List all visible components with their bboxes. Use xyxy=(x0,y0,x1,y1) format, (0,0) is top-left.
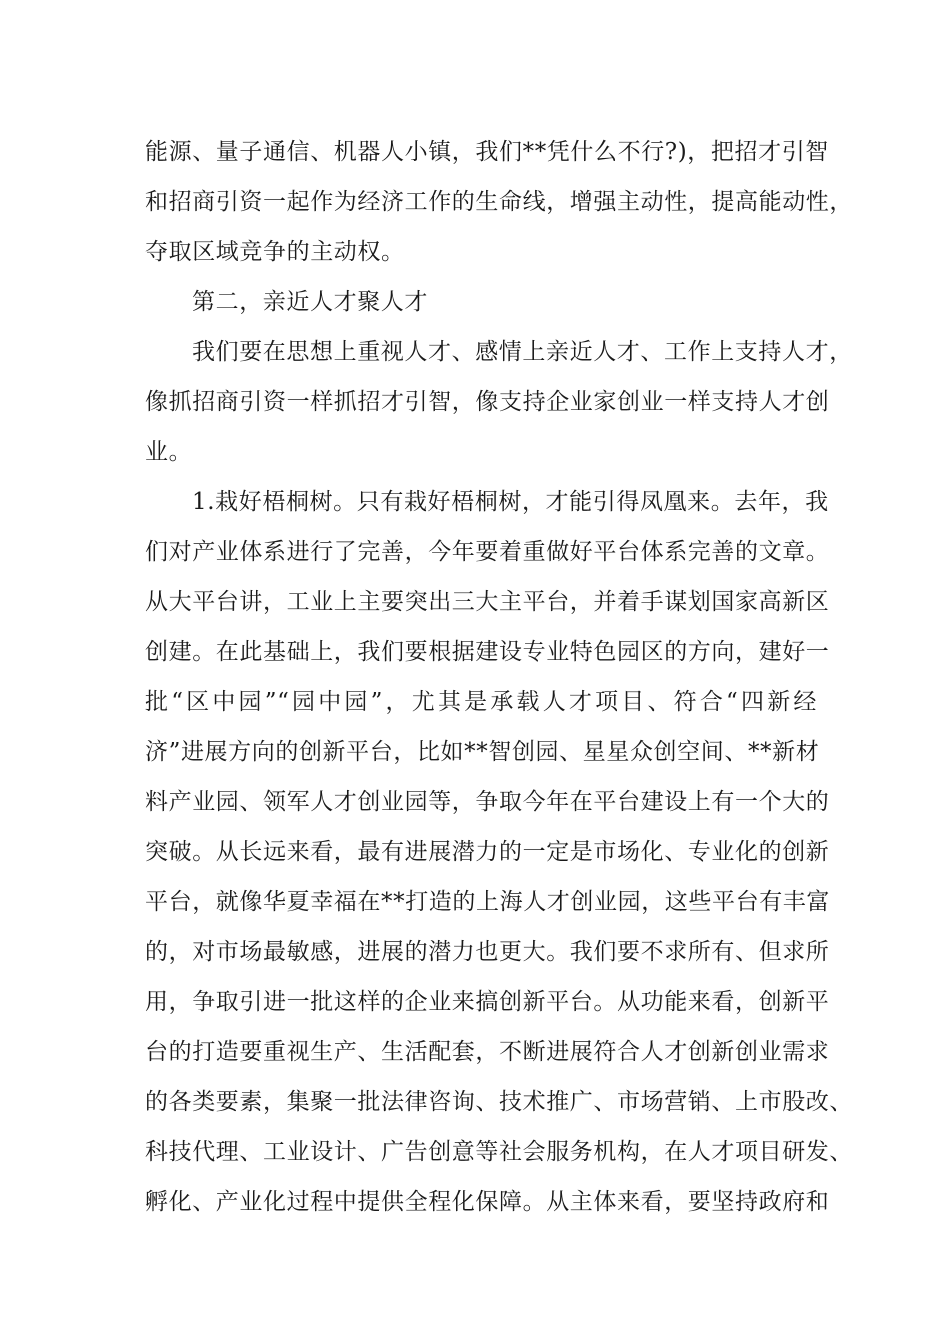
text-line: 和招商引资一起作为经济工作的生命线，增强主动性，提高能动性， xyxy=(145,189,853,215)
text-line: 像抓招商引资一样抓招才引智，像支持企业家创业一样支持人才创 xyxy=(145,389,830,415)
text-line: 的，对市场最敏感，进展的潜力也更大。我们要不求所有、但求所 xyxy=(145,939,830,965)
text-line: 平台，就像华夏幸福在**打造的上海人才创业园，这些平台有丰富 xyxy=(145,889,830,915)
text-line: 孵化、产业化过程中提供全程化保障。从主体来看，要坚持政府和 xyxy=(145,1189,830,1215)
section-heading: 第二，亲近人才聚人才 xyxy=(192,289,428,315)
text-line: 台的打造要重视生产、生活配套，不断进展符合人才创新创业需求 xyxy=(145,1039,830,1065)
text-line: 料产业园、领军人才创业园等，争取今年在平台建设上有一个大的 xyxy=(145,789,830,815)
text-line: 科技代理、工业设计、广告创意等社会服务机构，在人才项目研发、 xyxy=(145,1139,853,1165)
text-line: 创建。在此基础上，我们要根据建设专业特色园区的方向，建好一 xyxy=(145,639,830,665)
text-line: 从大平台讲，工业上主要突出三大主平台，并着手谋划国家高新区 xyxy=(145,589,830,615)
text-line: 批“区中园”“园中园”，尤其是承载人才项目、符合“四新经 xyxy=(145,689,817,715)
text-line: 能源、量子通信、机器人小镇，我们**凭什么不行?)，把招才引智 xyxy=(145,139,829,165)
text-line: 的各类要素，集聚一批法律咨询、技术推广、市场营销、上市股改、 xyxy=(145,1089,853,1115)
text-line: 业。 xyxy=(145,439,193,465)
text-line: 夺取区域竞争的主动权。 xyxy=(145,239,405,265)
text-line: 1.栽好梧桐树。只有栽好梧桐树，才能引得凤凰来。去年，我 xyxy=(192,489,829,515)
text-line: 我们要在思想上重视人才、感情上亲近人才、工作上支持人才， xyxy=(192,339,853,365)
text-line: 们对产业体系进行了完善，今年要着重做好平台体系完善的文章。 xyxy=(145,539,830,565)
text-line: 突破。从长远来看，最有进展潜力的一定是市场化、专业化的创新 xyxy=(145,839,830,865)
text-line: 用，争取引进一批这样的企业来搞创新平台。从功能来看，创新平 xyxy=(145,989,830,1015)
text-line: 济”进展方向的创新平台，比如**智创园、星星众创空间、**新材 xyxy=(145,739,820,765)
